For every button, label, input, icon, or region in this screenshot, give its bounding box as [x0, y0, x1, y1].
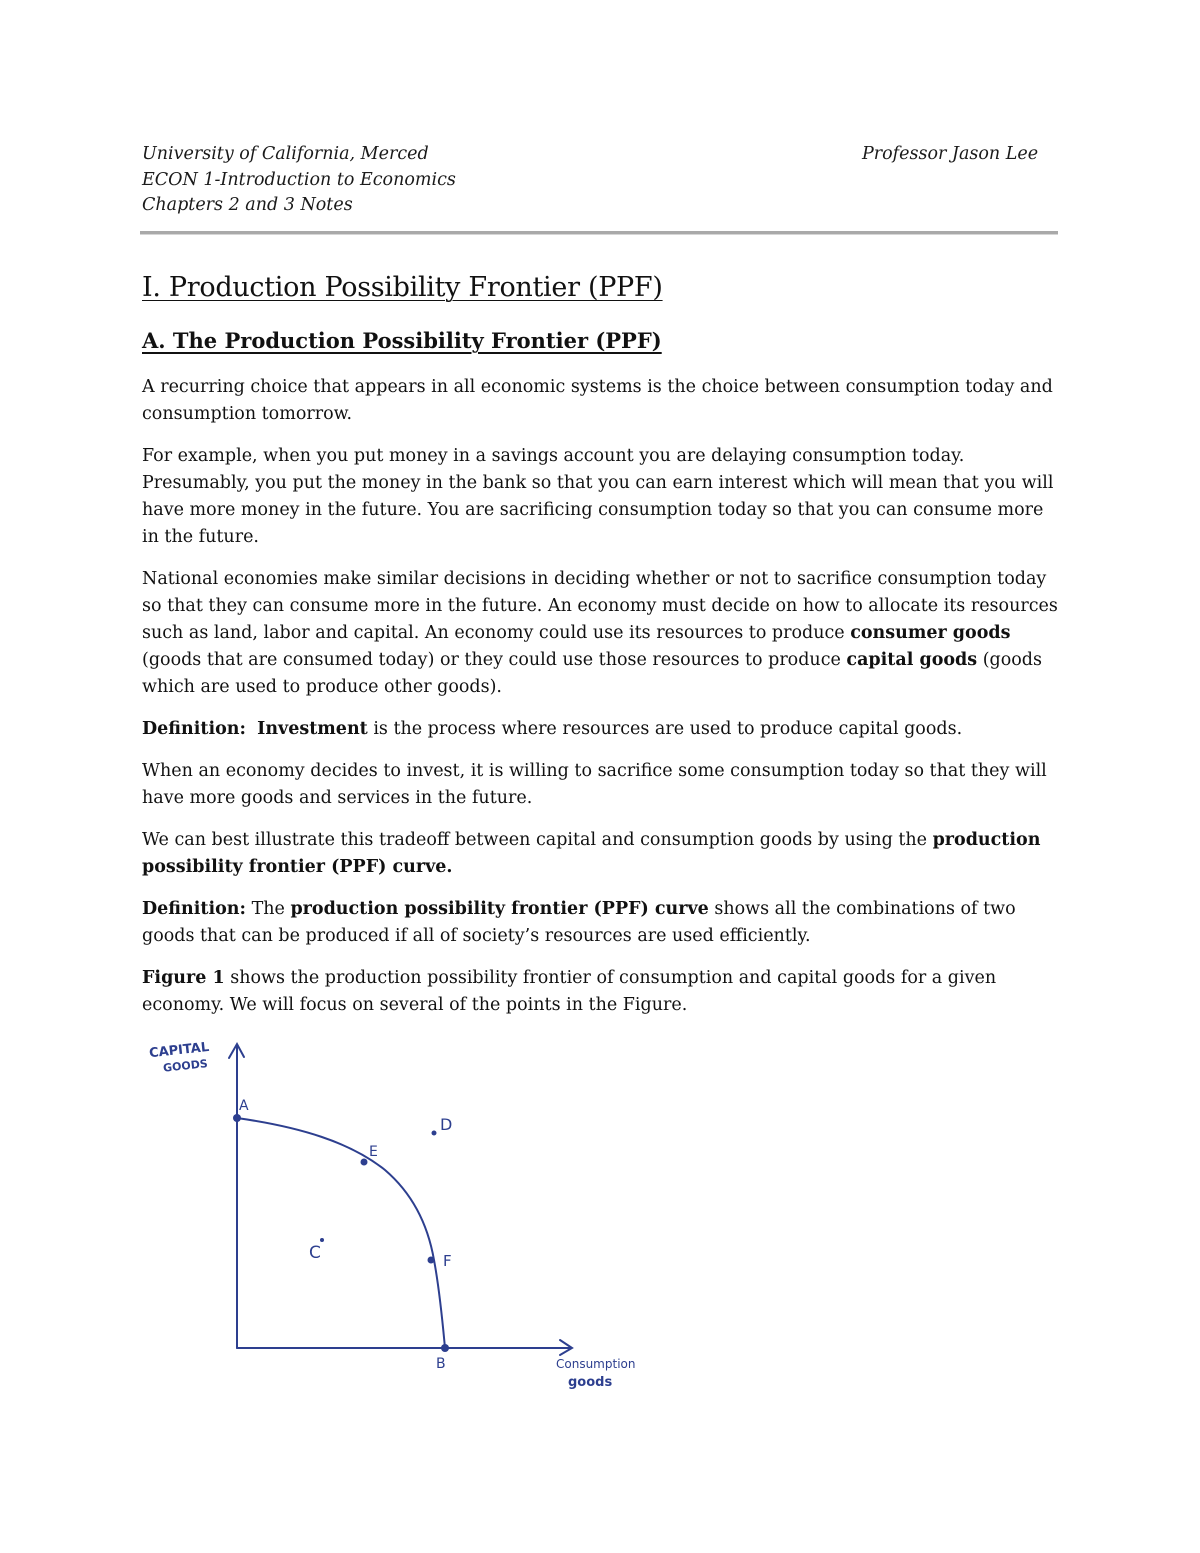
- point-f-marker: [428, 1257, 435, 1264]
- figure-reference: Figure 1: [142, 968, 225, 988]
- document-header: [142, 142, 456, 219]
- paragraph: For example, when you put money in a savings account you are delaying consumption today. Presumably, you put the money in the bank so that you can earn interest which will mean that you will have more money in the future. You are sacrificing consumption today so that you can consume more in the future.: [142, 446, 1054, 547]
- x-axis-label-line1: Consumption: [556, 1357, 636, 1371]
- paragraph: When an economy decides to invest, it is willing to sacrifice some consumption today so that they will have more goods and services in the future.: [142, 761, 1047, 808]
- paragraph: We can best illustrate this tradeoff between capital and consumption goods by using the production possibility frontier (PPF) curve.: [142, 830, 1041, 877]
- section-title: I. Production Possibility Frontier (PPF): [142, 272, 663, 303]
- point-c-marker: [320, 1238, 324, 1242]
- term-ppf-curve: production possibility frontier (PPF) curve: [290, 899, 709, 919]
- term-ppf-curve: production possibility frontier (PPF) curve.: [142, 830, 1041, 877]
- term-investment: Investment: [257, 719, 368, 739]
- header-divider: [140, 231, 1058, 235]
- point-d-label: D: [440, 1115, 453, 1134]
- paragraph: A recurring choice that appears in all economic systems is the choice between consumption today and consumption tomorrow.: [142, 377, 1053, 424]
- point-a-label: A: [239, 1098, 249, 1114]
- ppf-figure: [140, 1032, 670, 1402]
- x-axis-label-line2: goods: [568, 1375, 613, 1390]
- term-capital-goods: capital goods: [846, 650, 978, 670]
- header-professor: Professor Jason Lee: [862, 144, 1039, 164]
- y-axis-label-line1: CAPITAL: [148, 1039, 210, 1062]
- point-b-marker: [441, 1344, 449, 1352]
- point-c-label: C: [309, 1243, 321, 1263]
- y-axis-label-line2: GOODS: [162, 1057, 209, 1075]
- ppf-curve: [237, 1118, 445, 1348]
- point-f-label: F: [443, 1252, 452, 1270]
- paragraph: National economies make similar decisions in deciding whether or not to sacrifice consumption today so that they can consume more in the future. An economy must decide on how to allocate its resources such as land, labor and capital. An economy could use its resources to produce consumer goods (goods that are consumed today) or they could use those resources to produce capital goods (goods which are used to produce other goods).: [142, 569, 1058, 697]
- term-consumer-goods: consumer goods: [850, 623, 1011, 643]
- definition-investment: Definition: Investment is the process where resources are used to produce capital goods.: [142, 719, 963, 739]
- definition-ppf: Definition: The production possibility frontier (PPF) curve shows all the combinations of two goods that can be produced if all of society’s resources are used efficiently.: [142, 899, 1016, 946]
- subsection-title: A. The Production Possibility Frontier (PPF): [142, 328, 662, 353]
- point-a-marker: [233, 1114, 241, 1122]
- header-course: ECON 1-Introduction to Economics: [142, 169, 456, 190]
- header-notes: Chapters 2 and 3 Notes: [142, 195, 353, 215]
- point-d-marker: [432, 1131, 437, 1136]
- body-text: [142, 374, 1060, 1034]
- point-b-label: B: [436, 1356, 446, 1372]
- point-e-marker: [361, 1159, 368, 1166]
- point-e-label: E: [369, 1144, 378, 1160]
- header-university: University of California, Merced: [142, 144, 429, 164]
- paragraph: Figure 1 shows the production possibility frontier of consumption and capital goods for a given economy. We will focus on several of the points in the Figure.: [142, 968, 997, 1015]
